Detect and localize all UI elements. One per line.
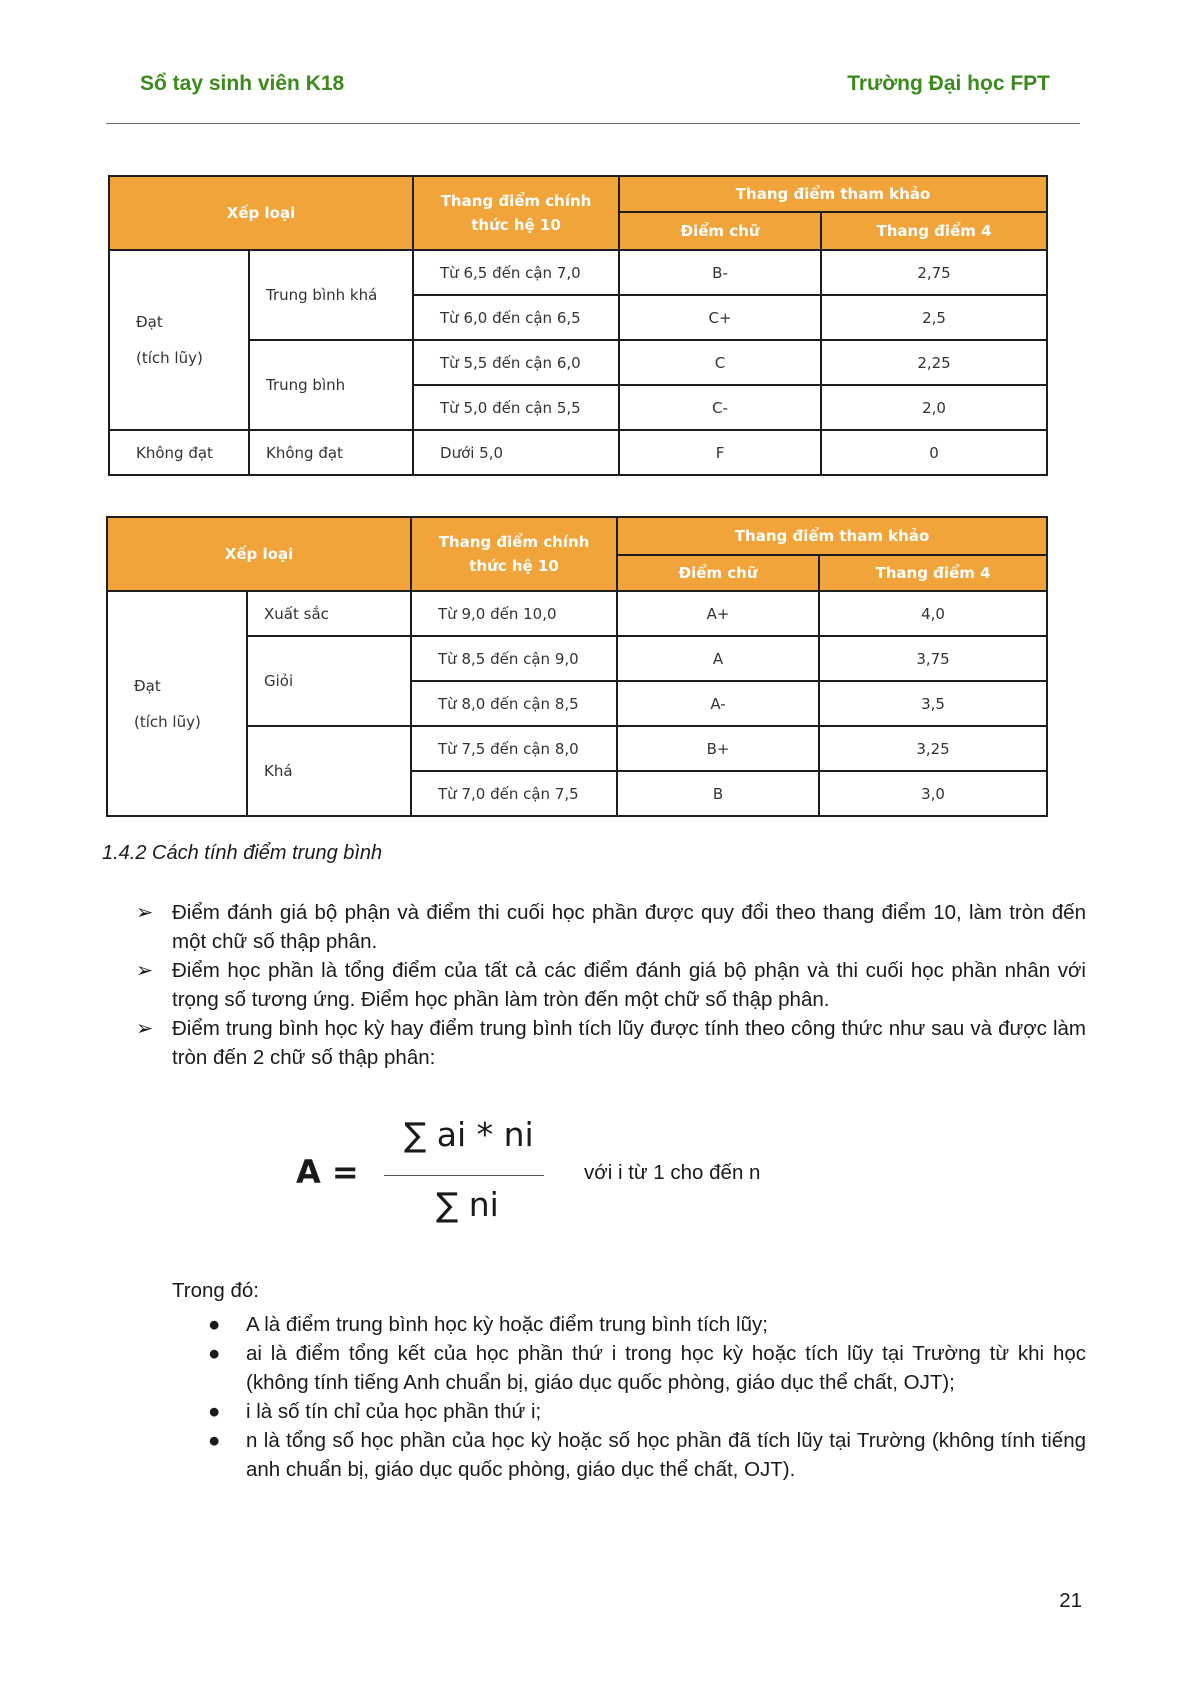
list-item-text: ai là điểm tổng kết của học phần thứ i trong học kỳ hoặc tích lũy tại Trường từ khi học (không tính tiếng Anh chuẩn bị, giáo dục quốc phòng, giáo dục thể chất, OJT); (246, 1342, 1086, 1394)
list-item (208, 1310, 1086, 1339)
list-item-text: n là tổng số học phần của học kỳ hoặc số học phần đã tích lũy tại Trường (không tính tiếng anh chuẩn bị, giáo dục quốc phòng, giáo dục thể chất, OJT). (246, 1429, 1086, 1481)
letter-grade: A+ (617, 591, 819, 636)
grade-table-2 (106, 516, 1048, 817)
list-item (208, 1339, 1086, 1397)
letter-grade: B- (619, 250, 821, 295)
subrank-fail: Không đạt (249, 430, 413, 475)
dot-bullet-icon: ● (208, 1342, 221, 1365)
rank-pass-note: (tích lũy) (134, 712, 201, 731)
arrow-bullet-icon: ➢ (136, 959, 154, 982)
score-range: Từ 9,0 đến 10,0 (411, 591, 617, 636)
header-rank: Xếp loại (107, 517, 411, 591)
scale4-value: 3,5 (819, 681, 1047, 726)
list-item (136, 898, 1086, 956)
list-item-text: A là điểm trung bình học kỳ hoặc điểm trung bình tích lũy; (246, 1313, 768, 1336)
header-scale-4: Thang điểm 4 (819, 555, 1047, 591)
average-formula (296, 1115, 596, 1235)
scale4-value: 3,25 (819, 726, 1047, 771)
header-official-line2: thức hệ 10 (469, 557, 559, 575)
header-reference-scale: Thang điểm tham khảo (617, 517, 1047, 555)
dot-bullet-icon: ● (208, 1400, 221, 1423)
rank-pass-label: Đạt (134, 676, 161, 695)
score-range: Từ 8,5 đến cận 9,0 (411, 636, 617, 681)
header-letter-grade: Điểm chữ (619, 212, 821, 250)
list-item (136, 1014, 1086, 1072)
list-item-text: Điểm học phần là tổng điểm của tất cả các điểm đánh giá bộ phận và thi cuối học phần nhân với trọng số tương ứng. Điểm học phần làm tròn đến một chữ số thập phân. (172, 959, 1086, 1011)
letter-grade: C+ (619, 295, 821, 340)
dot-bullet-icon: ● (208, 1313, 221, 1336)
header-official-scale (413, 176, 619, 250)
list-item-text: Điểm trung bình học kỳ hay điểm trung bình tích lũy được tính theo công thức như sau và được làm tròn đến 2 chữ số thập phân: (172, 1017, 1086, 1069)
score-range: Từ 6,0 đến cận 6,5 (413, 295, 619, 340)
scale4-value: 2,75 (821, 250, 1047, 295)
grade-table-1 (108, 175, 1048, 476)
score-range: Dưới 5,0 (413, 430, 619, 475)
scale4-value: 0 (821, 430, 1047, 475)
university-name: Trường Đại học FPT (847, 72, 1050, 95)
letter-grade: A (617, 636, 819, 681)
header-official-scale (411, 517, 617, 591)
formula-numerator: ∑ ai * ni (404, 1115, 534, 1154)
arrow-bullet-icon: ➢ (136, 901, 154, 924)
score-range: Từ 5,5 đến cận 6,0 (413, 340, 619, 385)
formula-condition: với i từ 1 cho đến n (584, 1161, 761, 1184)
list-item (208, 1426, 1086, 1484)
scale4-value: 3,75 (819, 636, 1047, 681)
header-official-line1: Thang điểm chính (440, 192, 592, 210)
section-heading: 1.4.2 Cách tính điểm trung bình (102, 842, 383, 864)
definitions-intro: Trong đó: (172, 1279, 259, 1302)
subrank: Xuất sắc (247, 591, 411, 636)
header-letter-grade: Điểm chữ (617, 555, 819, 591)
list-item (208, 1397, 1086, 1426)
header-divider (106, 123, 1080, 124)
header-official-line1: Thang điểm chính (438, 533, 590, 551)
letter-grade: C (619, 340, 821, 385)
list-item-text: Điểm đánh giá bộ phận và điểm thi cuối học phần được quy đổi theo thang điểm 10, làm tròn đến một chữ số thập phân. (172, 901, 1086, 953)
calculation-rules-list (136, 898, 1086, 1072)
letter-grade: B+ (617, 726, 819, 771)
subrank: Trung bình khá (249, 250, 413, 340)
formula-lhs: A = (296, 1153, 359, 1191)
scale4-value: 2,25 (821, 340, 1047, 385)
list-item-text: i là số tín chỉ của học phần thứ i; (246, 1400, 542, 1423)
rank-pass-label: Đạt (136, 313, 163, 331)
rank-pass-note: (tích lũy) (136, 349, 203, 367)
score-range: Từ 6,5 đến cận 7,0 (413, 250, 619, 295)
handbook-title: Sổ tay sinh viên K18 (140, 72, 345, 95)
scale4-value: 2,0 (821, 385, 1047, 430)
arrow-bullet-icon: ➢ (136, 1017, 154, 1040)
score-range: Từ 7,0 đến cận 7,5 (411, 771, 617, 816)
list-item (136, 956, 1086, 1014)
page-number: 21 (1059, 1589, 1082, 1612)
fraction-bar (384, 1175, 544, 1176)
letter-grade: B (617, 771, 819, 816)
subrank: Trung bình (249, 340, 413, 430)
score-range: Từ 7,5 đến cận 8,0 (411, 726, 617, 771)
score-range: Từ 5,0 đến cận 5,5 (413, 385, 619, 430)
scale4-value: 4,0 (819, 591, 1047, 636)
formula-denominator: ∑ ni (436, 1185, 499, 1224)
rank-pass (107, 591, 247, 816)
header-reference-scale: Thang điểm tham khảo (619, 176, 1047, 212)
header-official-line2: thức hệ 10 (471, 216, 561, 234)
rank-pass (109, 250, 249, 430)
letter-grade: F (619, 430, 821, 475)
header-rank: Xếp loại (109, 176, 413, 250)
scale4-value: 2,5 (821, 295, 1047, 340)
subrank: Khá (247, 726, 411, 816)
letter-grade: C- (619, 385, 821, 430)
header-scale-4: Thang điểm 4 (821, 212, 1047, 250)
definitions-list (208, 1310, 1086, 1484)
rank-fail: Không đạt (109, 430, 249, 475)
dot-bullet-icon: ● (208, 1429, 221, 1452)
scale4-value: 3,0 (819, 771, 1047, 816)
subrank: Giỏi (247, 636, 411, 726)
letter-grade: A- (617, 681, 819, 726)
score-range: Từ 8,0 đến cận 8,5 (411, 681, 617, 726)
